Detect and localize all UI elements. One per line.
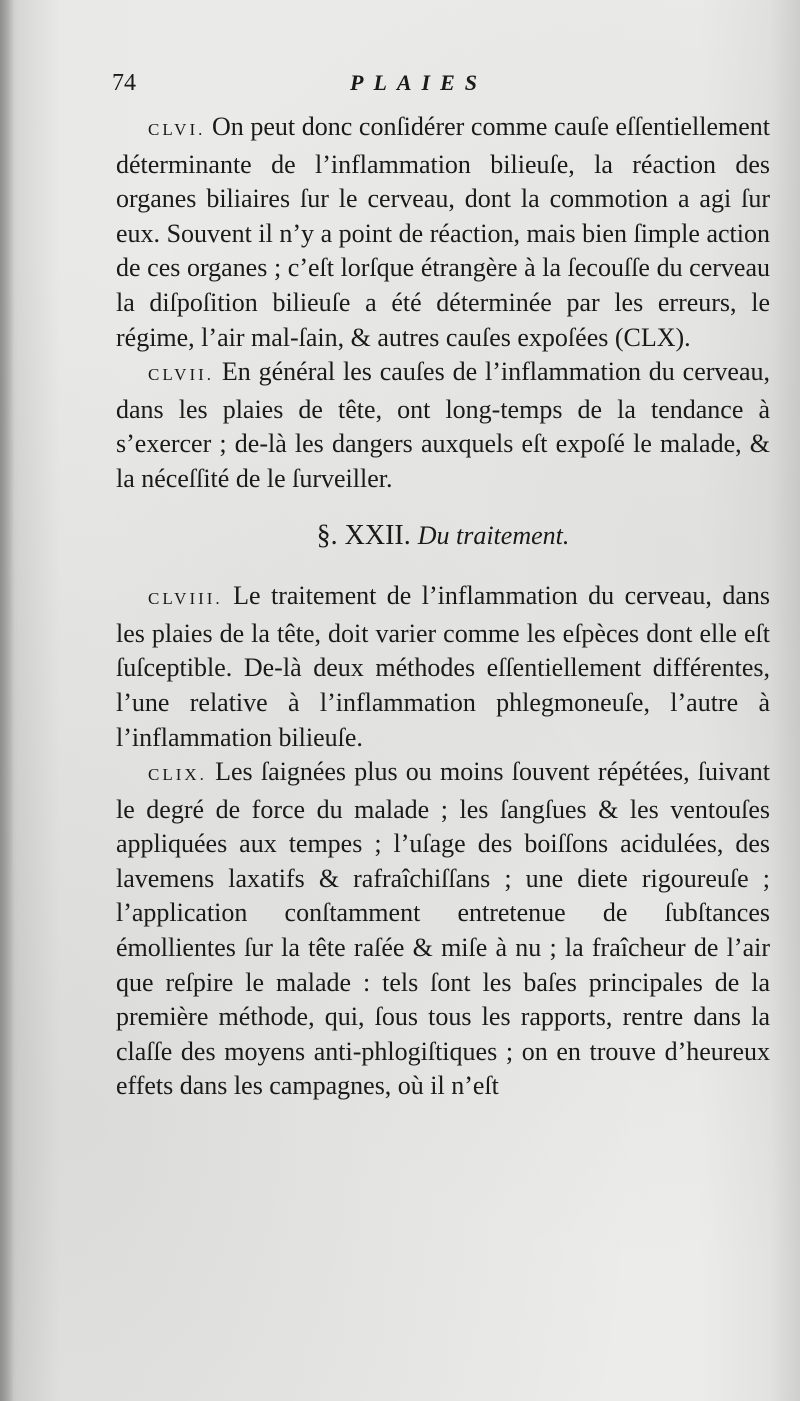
section-number: §. XXII. — [316, 519, 411, 551]
paragraph-number: CLIX. — [148, 765, 207, 785]
paragraph-text: Le traitement de l’inflammation du cerveau, dans les plaies de la tête, doit varier comme les eſpèces dont elle eſt ſuſceptible. De-là deux méthodes eſſentiellement différentes, l’une relative à l’inflammation phlegmoneuſe, l’autre à l’inflammation bilieuſe. — [116, 581, 771, 752]
paragraph-text: Les ſaignées plus ou moins ſouvent répétées, ſuivant le degré de force du malade ; les ſangſues & les ventouſes appliquées aux tempes ; l’uſage des boiſſons acidulées, des lavemens laxatifs & rafraîchiſſans ; une diete rigoureuſe ; l’application conſtamment entretenue de ſubſtances émollientes ſur la tête raſée & miſe à nu ; la fraîcheur de l’air que reſpire le malade : tels ſont les baſes principales de la première méthode, qui, ſous tous les rapports, rentre dans la claſſe des moyens anti-phlogiſtiques ; on en trouve d’heureux effets dans les campagnes, où il n’eſt — [116, 757, 770, 1101]
paragraph-number: CLVI. — [148, 120, 206, 139]
paragraph-clviii — [116, 579, 770, 755]
paragraph-text: En général les cauſes de l’inflammation du cerveau, dans les plaies de tête, ont long-temps de la tendance à s’exercer ; de-là les dangers auxquels eſt expoſé le malade, & la néceſſité de le ſurveiller. — [116, 357, 770, 493]
paragraph-clvi — [116, 110, 770, 355]
paragraph-text: On peut donc conſidérer comme cauſe eſſentiellement déterminante de l’inflammation bilieuſe, la réaction des organes biliaires ſur le cerveau, dont la commotion a agi ſur eux. Souvent il n’y a point de réaction, mais bien ſimple action de ces organes ; c’eſt lorſque étrangère à la ſecouſſe du cerveau la diſpoſition bilieuſe a été déterminée par les erreurs, le régime, l’air mal-ſain, & autres cauſes expoſées (CLX). — [116, 112, 771, 352]
paragraph-clvii — [116, 355, 770, 496]
section-title: Du traitement. — [417, 520, 570, 550]
gutter-shadow — [0, 0, 14, 1401]
running-head: PLAIES — [350, 70, 488, 95]
section-heading — [116, 519, 770, 554]
page-body — [116, 110, 770, 1104]
paragraph-clix — [116, 755, 770, 1104]
paragraph-number: CLVII. — [148, 365, 215, 385]
page-header — [112, 70, 772, 106]
paragraph-number: CLVIII. — [148, 589, 223, 609]
page-number: 74 — [112, 70, 136, 96]
